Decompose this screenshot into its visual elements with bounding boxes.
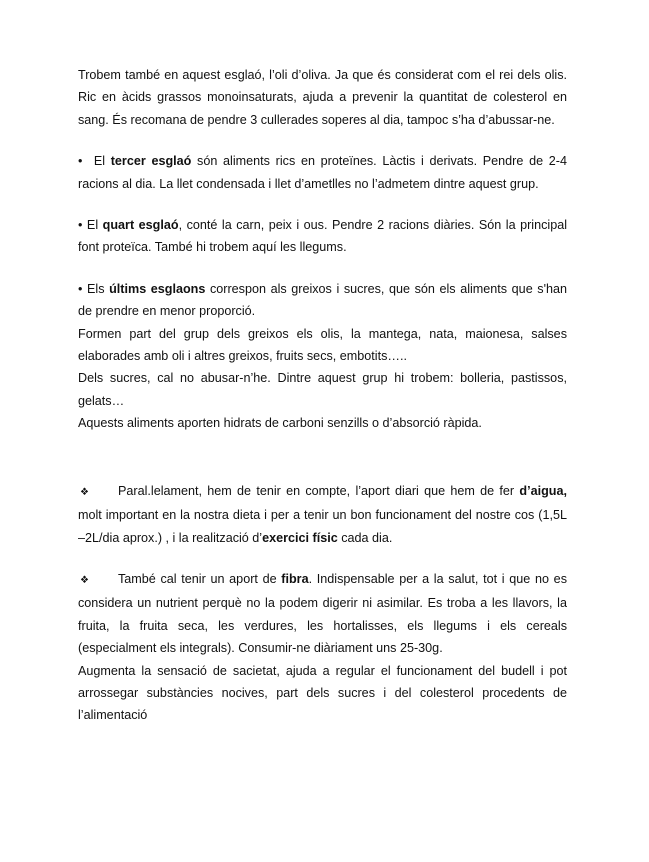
text: cada dia.	[337, 530, 393, 545]
paragraph-sugars: Dels sucres, cal no abusar-n’he. Dintre aquest grup hi trobem: bolleria, pastissos, gelats…	[78, 371, 567, 408]
text: També cal tenir un aport de	[118, 571, 282, 586]
diamond-bullet-icon: ❖	[80, 574, 89, 586]
text: El	[93, 154, 111, 169]
bullet: •	[78, 281, 83, 296]
text: molt important en la nostra dieta i per a tenir un bon funcionament del nostre cos (1,5L –2L/dia aprox.) , i la realització d’	[78, 508, 567, 545]
bold-term: quart esglaó	[102, 218, 179, 233]
spacer	[78, 259, 567, 278]
paragraph-last-steps	[78, 278, 567, 323]
text: Paral.lelament, hem de tenir en compte, l’aport diari que hem de fer	[118, 483, 520, 498]
paragraph-satiety: Augmenta la sensació de sacietat, ajuda a regular el funcionament del budell i pot arrossegar substàncies nocives, part dels sucres i del colesterol procedents de l’alimentació	[78, 663, 567, 723]
paragraph-fourth-step	[78, 214, 567, 259]
spacer	[78, 131, 567, 150]
bullet: •	[78, 218, 83, 233]
text: correspon als greixos i sucres, que són els aliments que s'han de prendre en menor proporció.	[78, 281, 567, 319]
text: . Indispensable per a la salut, tot i que no es considera un nutrient perquè no la podem digerir ni asimilar. Es troba a les llavors, la fruita, la fruita seca, les verdures, les hortalisses, els llegums i els cereals (especialment els integrals). Consumir-ne diàriament uns 25-30g.	[78, 571, 567, 656]
text: , conté la carn, peix i ous. Pendre 2 racions diàries. Són la principal font proteïca. També hi trobem aquí les llegums.	[78, 218, 567, 255]
paragraph-fats: Formen part del grup dels greixos els olis, la mantega, nata, maionesa, salses elaborades amb oli i altres greixos, fruits secs, embotits…..	[78, 326, 567, 364]
bold-term: d’aigua,	[519, 483, 567, 498]
paragraph-fibre	[78, 568, 567, 660]
bold-term: tercer esglaó	[110, 154, 192, 169]
bullet: •	[78, 154, 83, 169]
document-body	[78, 64, 567, 727]
text: El	[82, 218, 103, 233]
spacer	[78, 435, 567, 480]
bold-term: exercici físic	[262, 530, 338, 545]
bold-term: fibra	[281, 571, 309, 586]
paragraph-third-step	[78, 150, 567, 195]
text: Els	[82, 281, 110, 296]
diamond-bullet-icon: ❖	[80, 486, 89, 498]
text: són aliments rics en proteïnes. Làctis i derivats. Pendre de 2-4 racions al dia. La llet condensada i llet d’ametlles no l’admetem dintre aquest grup.	[78, 154, 567, 191]
bold-term: últims esglaons	[109, 281, 206, 296]
paragraph-olive-oil: Trobem també en aquest esglaó, l’oli d’oliva. Ja que és considerat com el rei dels olis. Ric en àcids grassos monoinsaturats, ajuda a prevenir la quantitat de colesterol en sang. És recomana de pendre 3 cullerades soperes al dia, tampoc s’ha d’abussar-ne.	[78, 68, 567, 127]
paragraph-water-exercise	[78, 480, 567, 549]
spacer	[78, 549, 567, 568]
spacer	[78, 195, 567, 214]
paragraph-carbohydrates: Aquests aliments aporten hidrats de carboni senzills o d’absorció ràpida.	[78, 416, 482, 431]
